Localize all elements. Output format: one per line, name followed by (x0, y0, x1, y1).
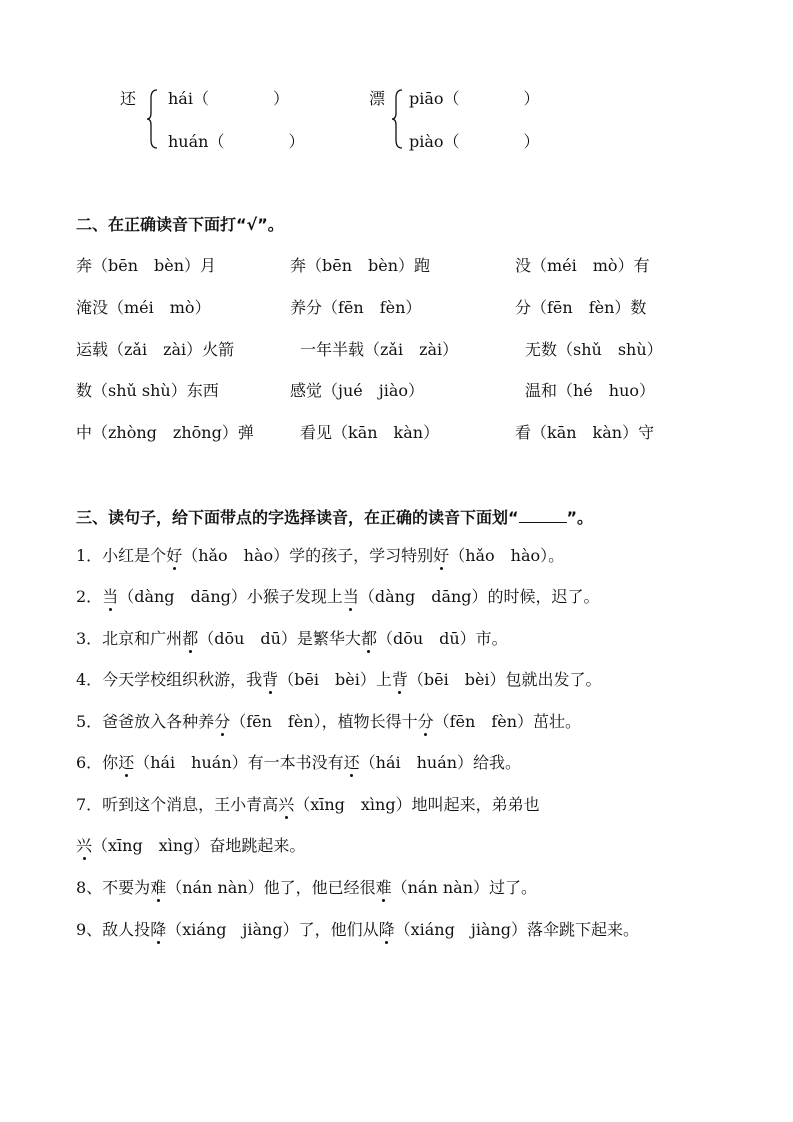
sentence-5 (76, 709, 581, 732)
dotted-char: 当 (343, 584, 359, 607)
sentence-1 (76, 543, 564, 566)
dotted-char: 难 (150, 875, 166, 898)
sentence-text: 9、敌人投 (76, 920, 151, 939)
sentence-text: （hǎo hào）学的孩子，学习特别 (182, 546, 434, 565)
s2-row4-col3: 温和（hé huo） (525, 381, 656, 400)
dotted-char: 都 (361, 626, 377, 649)
sentence-3 (76, 626, 508, 649)
dotted-char: 背 (392, 667, 408, 690)
sentence-text: 6．你 (76, 753, 119, 772)
sentence-text: （dōu dū）是繁华大 (198, 629, 361, 648)
sentence-text: 4．今天学校组织秋游，我 (76, 670, 263, 689)
s2-row5-col3: 看（kān kàn）守 (515, 423, 655, 442)
sentence-text: （dàng dāng）小猴子发现上 (118, 587, 343, 606)
sentence-4 (76, 667, 602, 690)
sentence-text: 2． (76, 587, 103, 606)
brace-right (391, 88, 403, 150)
section3-heading (76, 505, 593, 528)
sentence-text: （bēi bèi）包就出发了。 (407, 670, 602, 689)
s2-row1-col1: 奔（bēn bèn）月 (76, 256, 217, 275)
sentence-7 (76, 792, 540, 815)
dotted-char: 还 (118, 750, 134, 773)
sentence-text: （xiáng jiàng）了，他们从 (166, 920, 379, 939)
s2-row3-col2: 一年半载（zǎi zài） (300, 340, 459, 359)
polyphone-char-hai: 还 (120, 89, 137, 108)
dotted-char: 背 (262, 667, 278, 690)
sentence-text: （hǎo hào）。 (449, 546, 565, 565)
sentence-text: 7．听到这个消息，王小青高 (76, 795, 279, 814)
s2-row2-col1: 淹没（méi mò） (76, 298, 211, 317)
sentence-text: （dàng dāng）的时候，迟了。 (358, 587, 600, 606)
sentence-text: （xīng xìng）奋地跳起来。 (92, 836, 306, 855)
sentence-text: 5．爸爸放入各种养 (76, 712, 215, 731)
s2-row5-col1: 中（zhòng zhōng）弹 (76, 423, 254, 442)
s2-row1-col2: 奔（bēn bèn）跑 (290, 256, 431, 275)
sentence-text: （xīng xìng）地叫起来，弟弟也 (294, 795, 540, 814)
s2-row1-col3: 没（méi mò）有 (515, 256, 650, 275)
hai-option: hái（ ） (168, 89, 289, 108)
sentence-text: （hái huán）给我。 (359, 753, 522, 772)
s2-row3-col3: 无数（shǔ shù） (525, 340, 663, 359)
dotted-char: 还 (344, 750, 360, 773)
huan-option: huán（ ） (168, 132, 305, 151)
s2-row5-col2: 看见（kān kàn） (300, 423, 440, 442)
sentence-2 (76, 584, 600, 607)
dotted-char: 好 (433, 543, 449, 566)
s2-row4-col2: 感觉（jué jiào） (290, 381, 424, 400)
sentence-text: （bēi bèi）上 (278, 670, 392, 689)
dotted-char: 分 (214, 709, 230, 732)
dotted-char: 降 (150, 917, 166, 940)
sentence-6 (76, 750, 521, 773)
section3-heading-pre: 三、读句子，给下面带点的字选择读音，在正确的读音下面划“ (76, 508, 519, 527)
answer-underline-sample (519, 508, 567, 523)
brace-left (146, 88, 158, 150)
dotted-char: 兴 (278, 792, 294, 815)
piao1-option: piāo（ ） (409, 89, 540, 108)
section2-heading: 二、在正确读音下面打“√”。 (76, 215, 284, 234)
dotted-char: 好 (166, 543, 182, 566)
sentence-text: （nán nàn）过了。 (391, 878, 537, 897)
dotted-char: 当 (102, 584, 118, 607)
dotted-char: 分 (418, 709, 434, 732)
dotted-char: 难 (376, 875, 392, 898)
piao4-option: piào（ ） (409, 132, 540, 151)
sentence-9 (76, 917, 639, 940)
sentence-text: （nán nàn）他了，他已经很 (166, 878, 376, 897)
s2-row4-col1: 数（shǔ shù）东西 (76, 381, 219, 400)
polyphone-char-piao: 漂 (369, 89, 386, 108)
s2-row2-col2: 养分（fēn fèn） (290, 298, 422, 317)
sentence-text: （hái huán）有一本书没有 (134, 753, 344, 772)
sentence-7-continued (76, 833, 305, 856)
sentence-text: （fēn fèn）茁壮。 (433, 712, 582, 731)
dotted-char: 降 (379, 917, 395, 940)
section3-heading-post: ”。 (566, 508, 594, 527)
sentence-text: 8、不要为 (76, 878, 151, 897)
sentence-text: 3．北京和广州 (76, 629, 183, 648)
s2-row2-col3: 分（fēn fèn）数 (515, 298, 647, 317)
dotted-char: 都 (182, 626, 198, 649)
sentence-text: 1．小红是个 (76, 546, 167, 565)
dotted-char: 兴 (76, 833, 92, 856)
sentence-text: （fēn fèn），植物长得十 (230, 712, 418, 731)
sentence-text: （dōu dū）市。 (376, 629, 508, 648)
sentence-text: （xiáng jiàng）落伞跳下起来。 (394, 920, 640, 939)
sentence-8 (76, 875, 537, 898)
s2-row3-col1: 运载（zǎi zài）火箭 (76, 340, 235, 359)
